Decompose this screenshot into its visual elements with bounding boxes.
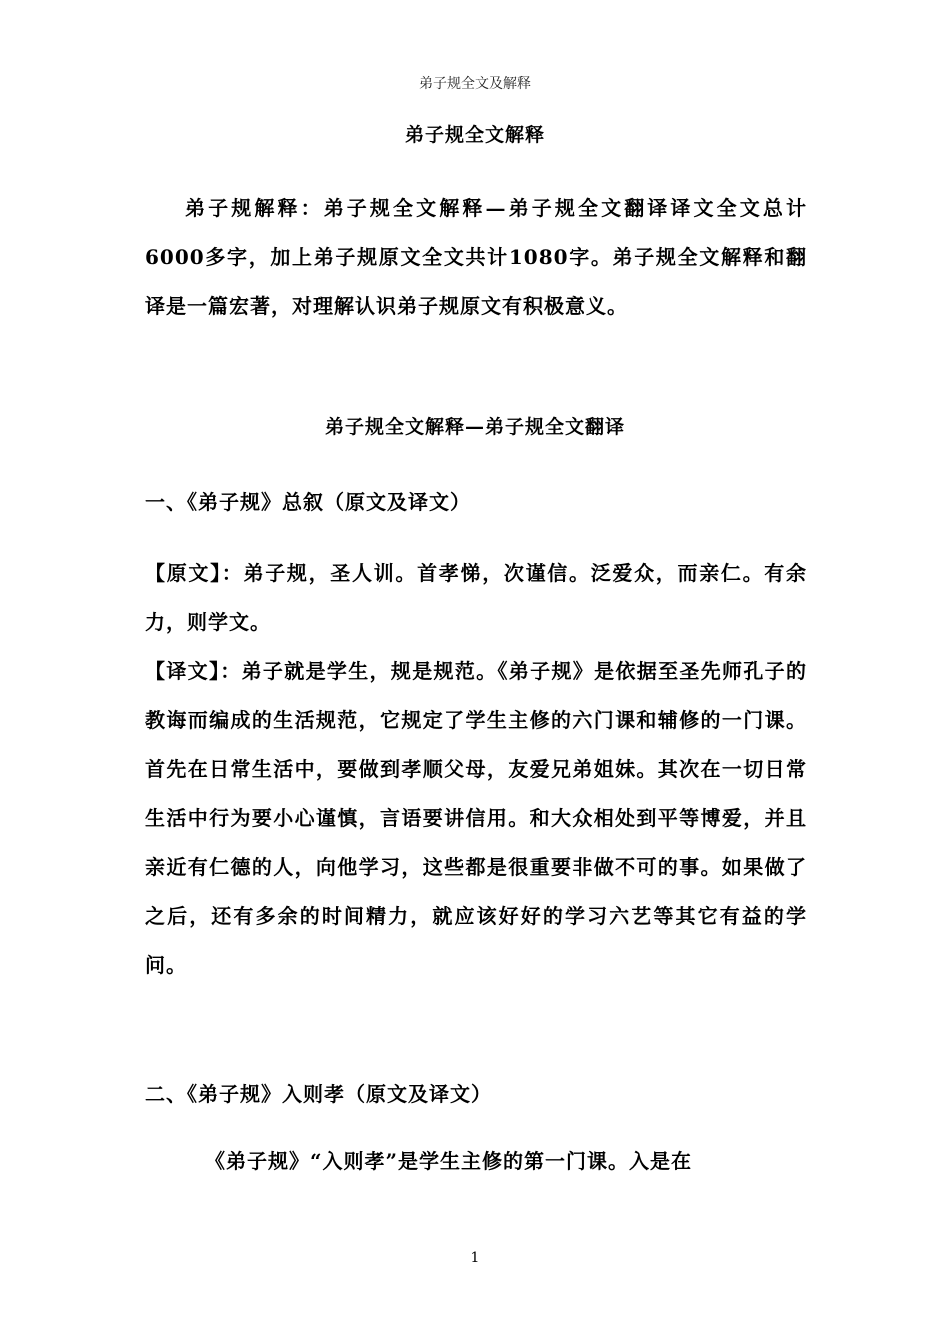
intro-paragraph: 弟子规解释：弟子规全文解释—弟子规全文翻译译文全文总计6000多字，加上弟子规原文全文共计1080字。弟子规全文解释和翻译是一篇宏著，对理解认识弟子规原文有积极意义。	[145, 196, 807, 318]
page-number: 1	[470, 1250, 480, 1266]
section-subtitle: 弟子规全文解释—弟子规全文翻译	[324, 416, 625, 438]
section-1-original-text: 【原文】：弟子规，圣人训。首孝悌，次谨信。泛爱众，而亲仁。有余力，则学文。	[145, 561, 807, 634]
section-2-paragraph: 《弟子规》“入则孝”是学生主修的第一门课。入是在	[205, 1149, 693, 1173]
section-1-heading: 一、《弟子规》总叙（原文及译文）	[145, 490, 471, 514]
page-header: 弟子规全文及解释	[419, 76, 531, 92]
document-title: 弟子规全文解释	[404, 124, 545, 146]
section-1-translation: 【译文】：弟子就是学生，规是规范。《弟子规》是依据至圣先师孔子的教诲而编成的生活规范，它规定了学生主修的六门课和辅修的一门课。首先在日常生活中，要做到孝顺父母，友爱兄弟姐妹。其次在一切日常生活中行为要小心谨慎，言语要讲信用。和大众相处到平等博爱，并且亲近有仁德的人，向他学习，这些都是很重要非做不可的事。如果做了之后，还有多余的时间精力，就应该好好的学习六艺等其它有益的学问。	[145, 659, 807, 977]
section-2-heading: 二、《弟子规》入则孝（原文及译文）	[145, 1082, 492, 1106]
